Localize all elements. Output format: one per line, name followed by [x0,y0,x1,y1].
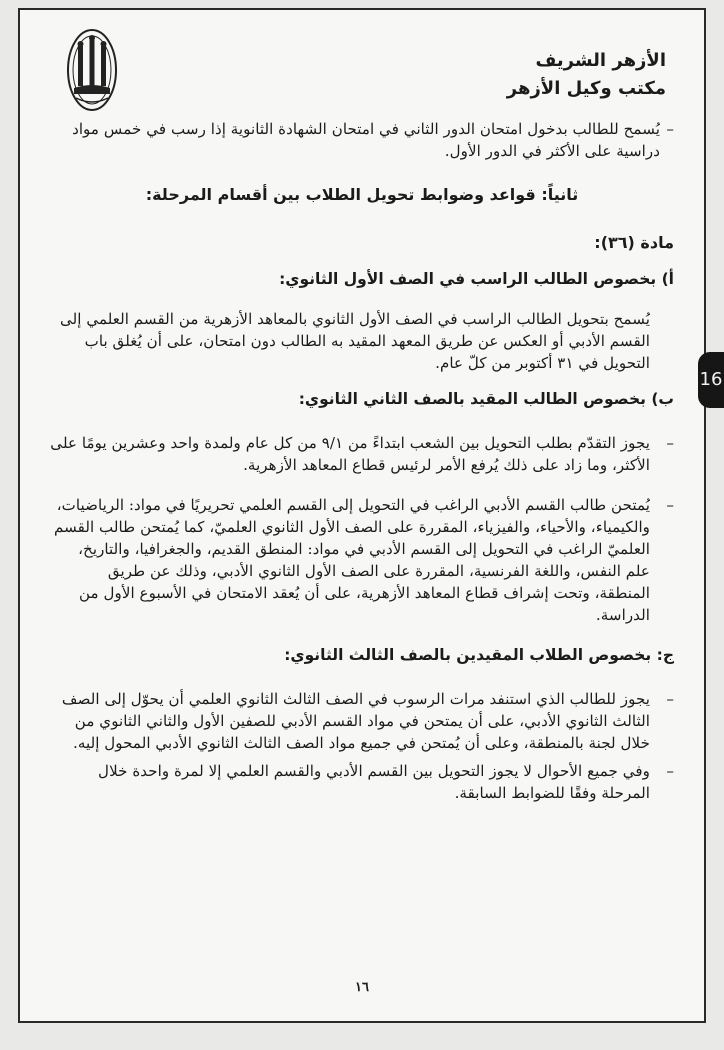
part-b-bullet: – يُمتحن طالب القسم الأدبي الراغب في التحويل إلى القسم العلمي تحريريًا في مواد: الرياضيات، والكيمياء، والأحياء، والفيزياء، المقررة على الصف الأول الثانوي العلميّ، كما يُمتحن طالب القسم العلميّ الراغب في التحويل إلى القسم الأدبي في مواد: المنطق القديم، والجغرافيا، والتاريخ، علم النفس، واللغة الفرنسية، المقررة على الصف الأول الثانوي الأدبي، وذلك عن طريق المنطقة، وتحت إشراف قطاع المعاهد الأزهرية، على أن يُعقد الامتحان في الأسبوع الأول من الدراسة. [50,494,674,626]
part-b-bullet: – يجوز التقدّم بطلب التحويل بين الشعب ابتداءً من ٩/١ من كل عام ولمدة واحد وعشرين يومًا على الأكثر، وما زاد على ذلك يُرفع الأمر لرئيس قطاع المعاهد الأزهرية. [50,432,674,476]
intro-bullet: – يُسمح للطالب بدخول امتحان الدور الثاني في امتحان الشهادة الثانوية إذا رسب في خمس مواد دراسية على الأكثر في الدور الأول. [50,118,674,162]
part-c-bullet: – وفي جميع الأحوال لا يجوز التحويل بين القسم الأدبي والقسم العلمي إلا لمرة واحدة خلال المرحلة وفقًا للضوابط السابقة. [50,760,674,804]
part-a-text: يُسمح بتحويل الطالب الراسب في الصف الأول الثانوي بالمعاهد الأزهرية من القسم العلمي إلى القسم الأدبي أو العكس عن طريق المعهد المقيد به الطالب دون امتحان، على أن يُغلق باب التحويل في ٣١ أكتوبر من كلّ عام. [60,310,650,372]
part-c-title: ج: بخصوص الطلاب المقيدين بالصف الثالث الثانوي: [284,646,674,664]
article-number: مادة (٣٦): [594,233,674,252]
organization-name: الأزهر الشريف [535,50,666,71]
part-a-title: أ) بخصوص الطالب الراسب في الصف الأول الثانوي: [279,270,674,288]
section-title: ثانياً: قواعد وضوابط تحويل الطلاب بين أقسام المرحلة: [145,185,579,204]
part-b-title: ب) بخصوص الطالب المقيد بالصف الثاني الثانوي: [298,390,674,408]
page-number: ١٦ [355,980,369,995]
document-page [18,8,706,1023]
office-name: مكتب وكيل الأزهر [506,78,666,99]
al-azhar-emblem-icon [64,26,120,114]
letterhead [20,22,704,114]
part-c-bullet: – يجوز للطالب الذي استنفد مرات الرسوب في الصف الثالث الثانوي العلمي أن يحوّل إلى الصف الثالث الثانوي الأدبي، على أن يمتحن في مواد القسم الأدبي للصفين الأول والثاني الثانوي من خلال لجنة بالمنطقة، وعلى أن يُمتحن في جميع مواد الصف الثالث الثانوي الأدبي المحول إليه. [50,688,674,754]
page-indicator-tab[interactable]: 16 [698,352,724,408]
document-body [50,118,674,804]
